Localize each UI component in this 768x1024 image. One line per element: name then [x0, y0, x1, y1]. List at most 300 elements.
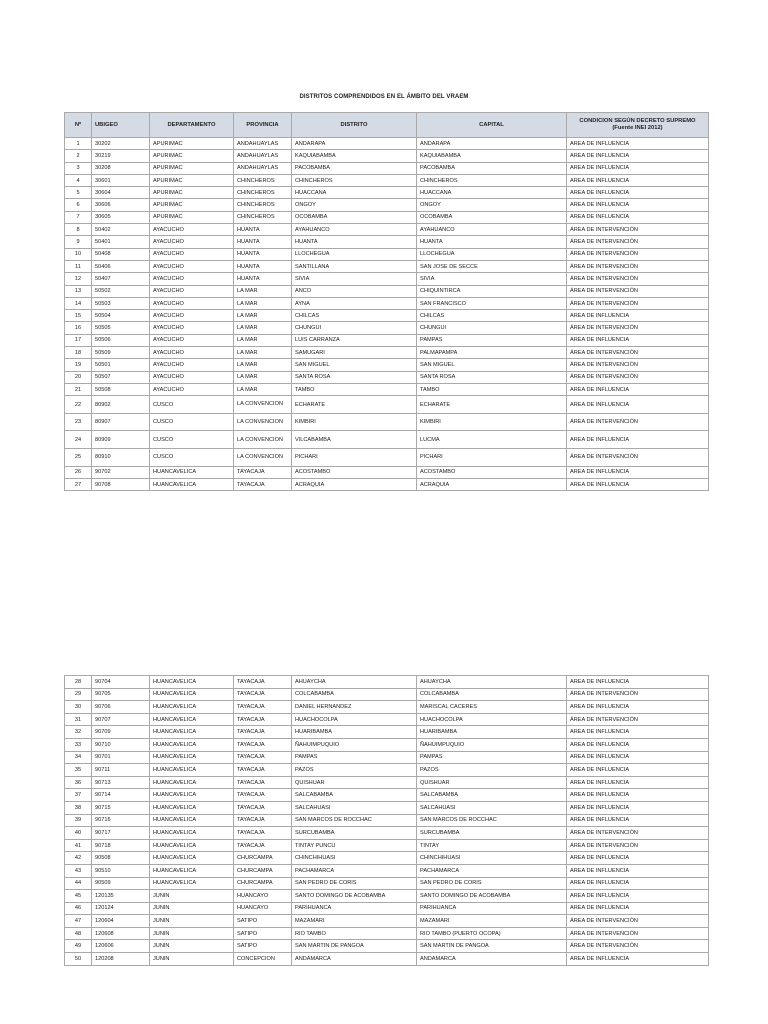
cell-condicion: ÁREA DE INTERVENCIÓN: [567, 273, 709, 285]
cell-row-number: 4: [65, 174, 92, 186]
table-row: [65, 927, 709, 940]
cell-departamento: JUNIN: [150, 953, 234, 966]
cell-provincia: TAYACAJA: [234, 726, 292, 739]
table-row: [65, 915, 709, 928]
cell-departamento: AYACUCHO: [150, 334, 234, 346]
cell-row-number: 25: [65, 449, 92, 467]
cell-capital: MAZAMARI: [417, 915, 567, 928]
cell-row-number: 24: [65, 431, 92, 449]
cell-row-number: 21: [65, 383, 92, 395]
table-row: [65, 236, 709, 248]
cell-ubigeo: 90704: [92, 676, 150, 689]
table-row: [65, 776, 709, 789]
cell-provincia: SATIPO: [234, 915, 292, 928]
cell-departamento: JUNIN: [150, 902, 234, 915]
header-condicion-line1: CONDICION SEGÚN DECRETO SUPREMO: [579, 118, 696, 124]
table-row: [65, 890, 709, 903]
cell-distrito: SALCAHUASI: [292, 801, 417, 814]
cell-distrito: CHINCHIHUASI: [292, 852, 417, 865]
cell-departamento: HUANCAVELICA: [150, 789, 234, 802]
cell-provincia: CHINCHEROS: [234, 174, 292, 186]
table-row: [65, 940, 709, 953]
cell-distrito: CHUNGUI: [292, 322, 417, 334]
cell-row-number: 19: [65, 359, 92, 371]
cell-condicion: AREA DE INFLUENCIA: [567, 310, 709, 322]
cell-departamento: HUANCAVELICA: [150, 751, 234, 764]
table-row: [65, 199, 709, 211]
cell-row-number: 7: [65, 211, 92, 223]
cell-condicion: ÁREA DE INTERVENCIÓN: [567, 449, 709, 467]
cell-ubigeo: 90718: [92, 839, 150, 852]
cell-row-number: 45: [65, 890, 92, 903]
cell-ubigeo: 90711: [92, 764, 150, 777]
cell-departamento: AYACUCHO: [150, 248, 234, 260]
cell-ubigeo: 80909: [92, 431, 150, 449]
cell-condicion: AREA DE INFLUENCIA: [567, 701, 709, 714]
cell-distrito: PAMPAS: [292, 751, 417, 764]
cell-departamento: AYACUCHO: [150, 383, 234, 395]
cell-row-number: 37: [65, 789, 92, 802]
cell-condicion: ÁREA DE INTERVENCIÓN: [567, 285, 709, 297]
cell-capital: LUCMA: [417, 431, 567, 449]
table-row: [65, 174, 709, 186]
cell-departamento: APURIMAC: [150, 199, 234, 211]
table-row: [65, 839, 709, 852]
cell-distrito: PARIHUANCA: [292, 902, 417, 915]
cell-provincia: TAYACAJA: [234, 801, 292, 814]
cell-distrito: PAZOS: [292, 764, 417, 777]
cell-row-number: 49: [65, 940, 92, 953]
table-row: [65, 413, 709, 431]
cell-departamento: AYACUCHO: [150, 371, 234, 383]
cell-ubigeo: 50504: [92, 310, 150, 322]
cell-condicion: AREA DE INFLUENCIA: [567, 676, 709, 689]
cell-departamento: APURIMAC: [150, 162, 234, 174]
cell-row-number: 36: [65, 776, 92, 789]
cell-ubigeo: 90706: [92, 701, 150, 714]
cell-capital: PACHAMARCA: [417, 864, 567, 877]
table-row: [65, 877, 709, 890]
cell-capital: ONGOY: [417, 199, 567, 211]
cell-distrito: TINTAY PUNCU: [292, 839, 417, 852]
cell-ubigeo: 120608: [92, 927, 150, 940]
cell-provincia: TAYACAJA: [234, 751, 292, 764]
cell-departamento: APURIMAC: [150, 174, 234, 186]
cell-capital: SURCUBAMBA: [417, 827, 567, 840]
cell-condicion: AREA DE INFLUENCIA: [567, 431, 709, 449]
table-body-page-2: [65, 676, 709, 966]
cell-departamento: HUANCAVELICA: [150, 864, 234, 877]
cell-distrito: SURCUBAMBA: [292, 827, 417, 840]
cell-provincia: LA MAR: [234, 297, 292, 309]
cell-condicion: AREA DE INFLUENCIA: [567, 864, 709, 877]
cell-provincia: HUANCAYO: [234, 902, 292, 915]
cell-provincia: TAYACAJA: [234, 789, 292, 802]
cell-row-number: 5: [65, 187, 92, 199]
header-capital: CAPITAL: [417, 113, 567, 138]
cell-capital: AHUAYCHA: [417, 676, 567, 689]
cell-capital: CHIQUINTIRCA: [417, 285, 567, 297]
cell-ubigeo: 50408: [92, 248, 150, 260]
cell-ubigeo: 90510: [92, 864, 150, 877]
cell-capital: PAMPAS: [417, 751, 567, 764]
cell-row-number: 2: [65, 150, 92, 162]
cell-ubigeo: 120208: [92, 953, 150, 966]
header-ubigeo: UBIGEO: [92, 113, 150, 138]
cell-ubigeo: 50506: [92, 334, 150, 346]
cell-ubigeo: 30605: [92, 211, 150, 223]
cell-provincia: TAYACAJA: [234, 688, 292, 701]
header-condicion: [567, 113, 709, 138]
cell-capital: PACOBAMBA: [417, 162, 567, 174]
page-title: DISTRITOS COMPRENDIDOS EN EL ÁMBITO DEL VRAEM: [299, 94, 469, 100]
cell-row-number: 26: [65, 466, 92, 478]
cell-departamento: AYACUCHO: [150, 285, 234, 297]
cell-distrito: KIMBIRI: [292, 413, 417, 431]
cell-capital: HUACHOCOLPA: [417, 713, 567, 726]
cell-distrito: KAQUIABAMBA: [292, 150, 417, 162]
cell-distrito: CHILCAS: [292, 310, 417, 322]
cell-condicion: AREA DE INFLUENCIA: [567, 383, 709, 395]
cell-capital: CHILCAS: [417, 310, 567, 322]
cell-distrito: CHINCHEROS: [292, 174, 417, 186]
cell-departamento: HUANCAVELICA: [150, 801, 234, 814]
cell-ubigeo: 50401: [92, 236, 150, 248]
cell-capital: COLCABAMBA: [417, 688, 567, 701]
cell-row-number: 3: [65, 162, 92, 174]
table-row: [65, 260, 709, 272]
cell-condicion: ÁREA DE INTERVENCIÓN: [567, 224, 709, 236]
cell-capital: SIVIA: [417, 273, 567, 285]
cell-row-number: 50: [65, 953, 92, 966]
cell-capital: CHINCHEROS: [417, 174, 567, 186]
cell-ubigeo: 50509: [92, 347, 150, 359]
cell-capital: PAZOS: [417, 764, 567, 777]
header-n: Nº: [65, 113, 92, 138]
cell-row-number: 14: [65, 297, 92, 309]
cell-distrito: PACHAMARCA: [292, 864, 417, 877]
cell-departamento: CUSCO: [150, 449, 234, 467]
table-row: [65, 285, 709, 297]
cell-departamento: AYACUCHO: [150, 236, 234, 248]
cell-departamento: HUANCAVELICA: [150, 466, 234, 478]
cell-provincia: SATIPO: [234, 940, 292, 953]
table-row: [65, 852, 709, 865]
table-row: [65, 713, 709, 726]
cell-capital: PICHARI: [417, 449, 567, 467]
cell-ubigeo: 50501: [92, 359, 150, 371]
cell-provincia: LA CONVENCION: [234, 413, 292, 431]
cell-row-number: 46: [65, 902, 92, 915]
cell-provincia: CHURCAMPA: [234, 877, 292, 890]
cell-row-number: 6: [65, 199, 92, 211]
cell-condicion: AREA DE INFLUENCIA: [567, 211, 709, 223]
cell-row-number: 12: [65, 273, 92, 285]
cell-capital: HUANTA: [417, 236, 567, 248]
cell-distrito: SAN MARCOS DE ROCCHAC: [292, 814, 417, 827]
cell-provincia: TAYACAJA: [234, 701, 292, 714]
cell-distrito: SIVIA: [292, 273, 417, 285]
cell-ubigeo: 90710: [92, 738, 150, 751]
table-row: [65, 449, 709, 467]
cell-distrito: ACOSTAMBO: [292, 466, 417, 478]
cell-ubigeo: 90701: [92, 751, 150, 764]
cell-condicion: ÁREA DE INTERVENCIÓN: [567, 688, 709, 701]
cell-row-number: 8: [65, 224, 92, 236]
cell-provincia: SATIPO: [234, 927, 292, 940]
cell-capital: TAMBO: [417, 383, 567, 395]
cell-distrito: SAMUGARI: [292, 347, 417, 359]
cell-condicion: AREA DE INFLUENCIA: [567, 199, 709, 211]
cell-capital: HUARIBAMBA: [417, 726, 567, 739]
cell-provincia: LA MAR: [234, 285, 292, 297]
cell-row-number: 34: [65, 751, 92, 764]
cell-capital: SAN PEDRO DE CORIS: [417, 877, 567, 890]
cell-condicion: AREA DE INFLUENCIA: [567, 814, 709, 827]
cell-condicion: AREA DE INFLUENCIA: [567, 478, 709, 490]
cell-provincia: TAYACAJA: [234, 478, 292, 490]
cell-provincia: TAYACAJA: [234, 713, 292, 726]
cell-row-number: 35: [65, 764, 92, 777]
cell-row-number: 23: [65, 413, 92, 431]
cell-provincia: HUANTA: [234, 260, 292, 272]
cell-departamento: JUNIN: [150, 940, 234, 953]
cell-row-number: 48: [65, 927, 92, 940]
cell-condicion: ÁREA DE INTERVENCIÓN: [567, 322, 709, 334]
cell-row-number: 27: [65, 478, 92, 490]
cell-ubigeo: 30219: [92, 150, 150, 162]
cell-provincia: CHINCHEROS: [234, 199, 292, 211]
table-row: [65, 371, 709, 383]
cell-capital: SAN MIGUEL: [417, 359, 567, 371]
table-row: [65, 248, 709, 260]
cell-distrito: SAN MIGUEL: [292, 359, 417, 371]
cell-condicion: AREA DE INFLUENCIA: [567, 138, 709, 150]
cell-provincia: TAYACAJA: [234, 776, 292, 789]
cell-provincia: LA MAR: [234, 371, 292, 383]
cell-ubigeo: 30604: [92, 187, 150, 199]
cell-ubigeo: 30208: [92, 162, 150, 174]
table-row: [65, 789, 709, 802]
cell-capital: RIO TAMBO (PUERTO OCOPA): [417, 927, 567, 940]
cell-condicion: ÁREA DE INTERVENCIÓN: [567, 827, 709, 840]
cell-departamento: HUANCAVELICA: [150, 726, 234, 739]
cell-provincia: TAYACAJA: [234, 764, 292, 777]
cell-departamento: APURIMAC: [150, 150, 234, 162]
table-row: [65, 466, 709, 478]
cell-capital: SANTA ROSA: [417, 371, 567, 383]
table-row: [65, 738, 709, 751]
cell-capital: OCOBAMBA: [417, 211, 567, 223]
cell-row-number: 31: [65, 713, 92, 726]
cell-capital: CHINCHIHUASI: [417, 852, 567, 865]
cell-departamento: HUANCAVELICA: [150, 676, 234, 689]
cell-departamento: HUANCAVELICA: [150, 738, 234, 751]
cell-capital: PALMAPAMPA: [417, 347, 567, 359]
cell-condicion: AREA DE INFLUENCIA: [567, 776, 709, 789]
table-row: [65, 726, 709, 739]
cell-distrito: HUACHOCOLPA: [292, 713, 417, 726]
cell-ubigeo: 90508: [92, 852, 150, 865]
cell-condicion: ÁREA DE INTERVENCIÓN: [567, 260, 709, 272]
table-row: [65, 701, 709, 714]
cell-provincia: HUANCAYO: [234, 890, 292, 903]
cell-row-number: 11: [65, 260, 92, 272]
cell-distrito: SAN MARTIN DE PANGOA: [292, 940, 417, 953]
cell-provincia: CHINCHEROS: [234, 187, 292, 199]
cell-capital: TINTAY: [417, 839, 567, 852]
cell-capital: KIMBIRI: [417, 413, 567, 431]
cell-capital: SALCABAMBA: [417, 789, 567, 802]
cell-row-number: 1: [65, 138, 92, 150]
cell-row-number: 16: [65, 322, 92, 334]
cell-provincia: LA MAR: [234, 334, 292, 346]
cell-departamento: AYACUCHO: [150, 347, 234, 359]
table-row: [65, 322, 709, 334]
cell-departamento: HUANCAVELICA: [150, 839, 234, 852]
cell-condicion: AREA DE INFLUENCIA: [567, 801, 709, 814]
cell-row-number: 40: [65, 827, 92, 840]
cell-provincia: CHINCHEROS: [234, 211, 292, 223]
cell-departamento: CUSCO: [150, 431, 234, 449]
cell-departamento: AYACUCHO: [150, 359, 234, 371]
cell-capital: SALCAHUASI: [417, 801, 567, 814]
cell-capital: AYAHUANCO: [417, 224, 567, 236]
cell-provincia: CHURCAMPA: [234, 864, 292, 877]
cell-distrito: HUANTA: [292, 236, 417, 248]
cell-provincia: ANDAHUAYLAS: [234, 150, 292, 162]
cell-condicion: AREA DE INFLUENCIA: [567, 764, 709, 777]
cell-departamento: CUSCO: [150, 396, 234, 414]
cell-distrito: SANTA ROSA: [292, 371, 417, 383]
cell-departamento: JUNIN: [150, 915, 234, 928]
cell-ubigeo: 90702: [92, 466, 150, 478]
cell-ubigeo: 120606: [92, 940, 150, 953]
cell-capital: ACRAQUIA: [417, 478, 567, 490]
cell-ubigeo: 120124: [92, 902, 150, 915]
cell-condicion: AREA DE INFLUENCIA: [567, 789, 709, 802]
cell-condicion: ÁREA DE INTERVENCIÓN: [567, 927, 709, 940]
cell-ubigeo: 90708: [92, 478, 150, 490]
cell-row-number: 30: [65, 701, 92, 714]
table-row: [65, 310, 709, 322]
cell-provincia: HUANTA: [234, 224, 292, 236]
table-row: [65, 676, 709, 689]
cell-capital: SAN MARTIN DE PANGOA: [417, 940, 567, 953]
cell-departamento: HUANCAVELICA: [150, 852, 234, 865]
cell-ubigeo: 90707: [92, 713, 150, 726]
cell-distrito: ECHARATE: [292, 396, 417, 414]
cell-capital: QUISHUAR: [417, 776, 567, 789]
table-body-page-1: [65, 138, 709, 491]
cell-capital: LLOCHEGUA: [417, 248, 567, 260]
cell-row-number: 47: [65, 915, 92, 928]
cell-capital: SANTO DOMINGO DE ACOBAMBA: [417, 890, 567, 903]
header-distrito: DISTRITO: [292, 113, 417, 138]
cell-ubigeo: 30601: [92, 174, 150, 186]
header-provincia: PROVINCIA: [234, 113, 292, 138]
cell-capital: ACOSTAMBO: [417, 466, 567, 478]
table-row: [65, 902, 709, 915]
cell-condicion: AREA DE INFLUENCIA: [567, 877, 709, 890]
cell-ubigeo: 50508: [92, 383, 150, 395]
cell-capital: ANDARAPA: [417, 138, 567, 150]
cell-provincia: ANDAHUAYLAS: [234, 138, 292, 150]
cell-row-number: 15: [65, 310, 92, 322]
table-row: [65, 864, 709, 877]
cell-provincia: CONCEPCION: [234, 953, 292, 966]
cell-ubigeo: 50402: [92, 224, 150, 236]
cell-provincia: ANDAHUAYLAS: [234, 162, 292, 174]
cell-departamento: HUANCAVELICA: [150, 713, 234, 726]
cell-condicion: AREA DE INFLUENCIA: [567, 187, 709, 199]
cell-distrito: PICHARI: [292, 449, 417, 467]
cell-row-number: 44: [65, 877, 92, 890]
cell-provincia: TAYACAJA: [234, 827, 292, 840]
cell-departamento: AYACUCHO: [150, 224, 234, 236]
cell-condicion: AREA DE INFLUENCIA: [567, 726, 709, 739]
cell-departamento: APURIMAC: [150, 138, 234, 150]
cell-row-number: 38: [65, 801, 92, 814]
cell-condicion: ÁREA DE INTERVENCIÓN: [567, 347, 709, 359]
table-row: [65, 801, 709, 814]
cell-capital: MARISCAL CACERES: [417, 701, 567, 714]
table-row: [65, 478, 709, 490]
cell-row-number: 9: [65, 236, 92, 248]
cell-condicion: AREA DE INFLUENCIA: [567, 890, 709, 903]
cell-capital: ECHARATE: [417, 396, 567, 414]
table-row: [65, 347, 709, 359]
cell-provincia: HUANTA: [234, 236, 292, 248]
cell-condicion: AREA DE INFLUENCIA: [567, 852, 709, 865]
table-row: [65, 273, 709, 285]
cell-distrito: AYAHUANCO: [292, 224, 417, 236]
table-row: [65, 431, 709, 449]
cell-row-number: 33: [65, 738, 92, 751]
cell-provincia: LA MAR: [234, 322, 292, 334]
table-row: [65, 224, 709, 236]
cell-condicion: AREA DE INFLUENCIA: [567, 953, 709, 966]
cell-distrito: ACRAQUIA: [292, 478, 417, 490]
table-row: [65, 150, 709, 162]
districts-table-page-2: [64, 675, 709, 966]
cell-capital: CHUNGUI: [417, 322, 567, 334]
cell-condicion: ÁREA DE INTERVENCIÓN: [567, 839, 709, 852]
cell-departamento: AYACUCHO: [150, 297, 234, 309]
table-row: [65, 688, 709, 701]
cell-capital: ÑAHUIMPUQUIO: [417, 738, 567, 751]
cell-ubigeo: 90509: [92, 877, 150, 890]
cell-condicion: AREA DE INFLUENCIA: [567, 466, 709, 478]
cell-distrito: DANIEL HERNANDEZ: [292, 701, 417, 714]
cell-distrito: SALCABAMBA: [292, 789, 417, 802]
cell-ubigeo: 90709: [92, 726, 150, 739]
cell-distrito: LLOCHEGUA: [292, 248, 417, 260]
cell-distrito: OCOBAMBA: [292, 211, 417, 223]
table-row: [65, 396, 709, 414]
cell-provincia: TAYACAJA: [234, 738, 292, 751]
cell-condicion: ÁREA DE INTERVENCIÓN: [567, 236, 709, 248]
cell-row-number: 29: [65, 688, 92, 701]
cell-distrito: ANDARAPA: [292, 138, 417, 150]
cell-departamento: HUANCAVELICA: [150, 688, 234, 701]
table-row: [65, 211, 709, 223]
cell-row-number: 13: [65, 285, 92, 297]
table-header-row: [65, 113, 709, 138]
cell-distrito: TAMBO: [292, 383, 417, 395]
cell-row-number: 41: [65, 839, 92, 852]
cell-condicion: AREA DE INFLUENCIA: [567, 902, 709, 915]
